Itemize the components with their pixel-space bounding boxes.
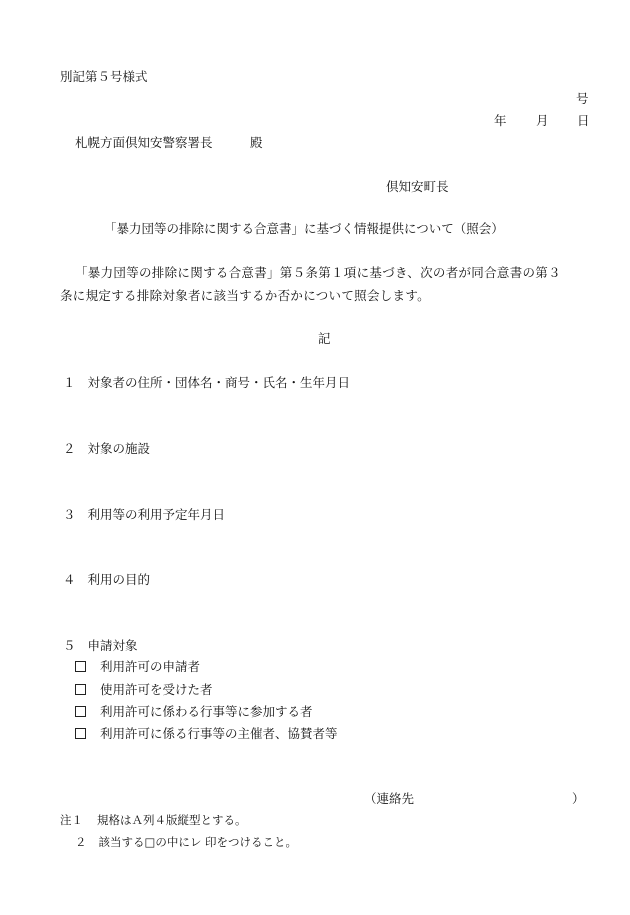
checkbox-icon[interactable] [75,684,86,695]
document-number-label: 号 [576,91,589,106]
item-number: ４ [63,572,76,587]
checkbox-icon[interactable] [75,728,86,739]
note-2-number: ２ [75,835,87,849]
note-2-text: 該当する□の中にレ 印をつけること。 [98,835,298,849]
item-number: ３ [63,507,76,522]
item-1 [63,377,350,390]
honorific: 殿 [250,135,263,150]
item-5 [63,640,138,653]
document-title: 「暴力団等の排除に関する合意書」に基づく情報提供について（照会） [104,221,504,236]
checkbox-option-applicant[interactable] [75,661,200,674]
contact-open: （連絡先 [364,791,415,806]
form-label: 別記第５号様式 [60,69,148,84]
note-1 [60,815,247,827]
item-label: 利用等の利用予定年月日 [87,507,226,522]
note-1-text: 規格はＡ列４版縦型とする。 [97,813,247,827]
item-label: 申請対象 [87,638,138,653]
addressee: 札幌方面倶知安警察署長 [75,135,213,150]
ki-heading: 記 [318,331,331,346]
checkbox-option-organizer[interactable] [75,728,338,741]
checkbox-label: 使用許可を受けた者 [100,682,213,697]
note-2 [75,837,297,849]
checkbox-label: 利用許可の申請者 [100,659,201,674]
item-label: 対象者の住所・団体名・商号・氏名・生年月日 [87,375,351,390]
body-line-2: 条に規定する排除対象者に該当するか否かについて照会します。 [60,288,430,303]
checkbox-option-participant[interactable] [75,706,313,719]
item-label: 対象の施設 [87,441,151,456]
contact-close: ） [572,791,585,806]
date-day-label: 日 [577,113,590,128]
item-3 [63,509,225,522]
item-2 [63,443,150,456]
item-number: ２ [63,441,76,456]
item-label: 利用の目的 [87,572,151,587]
item-4 [63,574,150,587]
item-number: １ [63,375,76,390]
note-prefix: 注１ [60,813,83,827]
checkbox-icon[interactable] [75,706,86,717]
checkbox-label: 利用許可に係わる行事等に参加する者 [100,704,313,719]
checkbox-icon[interactable] [75,661,86,672]
date-year-label: 年 [494,113,507,128]
checkbox-label: 利用許可に係る行事等の主催者、協賛者等 [100,726,338,741]
sender: 倶知安町長 [386,179,449,194]
body-line-1: 「暴力団等の排除に関する合意書」第５条第１項に基づき、次の者が同合意書の第３ [75,265,561,280]
checkbox-option-permit-holder[interactable] [75,684,213,697]
date-month-label: 月 [536,113,549,128]
item-number: ５ [63,638,76,653]
